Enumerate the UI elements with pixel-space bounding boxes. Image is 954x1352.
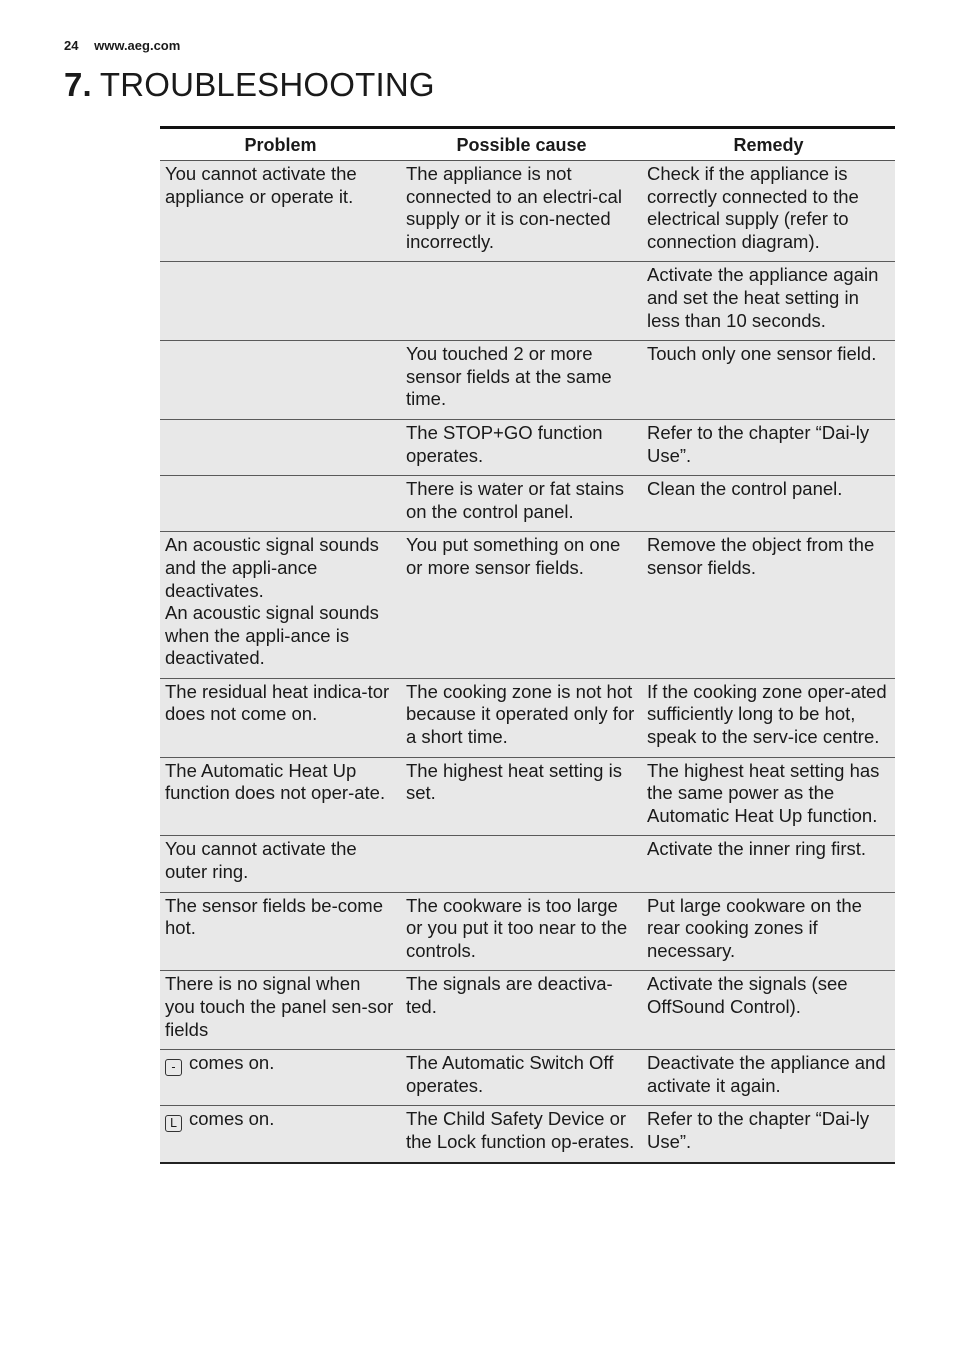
- problem-cell: The Automatic Heat Up function does not oper-ate.: [160, 757, 401, 836]
- chapter-title: TROUBLESHOOTING: [99, 66, 435, 103]
- table-row: [160, 476, 895, 532]
- remedy-cell: Activate the signals (see OffSound Control).: [642, 971, 895, 1050]
- table-row: [160, 678, 895, 757]
- table-row: [160, 836, 895, 892]
- cause-cell: The Automatic Switch Off operates.: [401, 1050, 642, 1106]
- remedy-cell: If the cooking zone oper-ated sufficiently long to be hot, speak to the serv-ice centre.: [642, 678, 895, 757]
- cause-cell: The signals are deactiva-ted.: [401, 971, 642, 1050]
- cause-cell: The highest heat setting is set.: [401, 757, 642, 836]
- remedy-cell: Remove the object from the sensor fields.: [642, 532, 895, 679]
- chapter-number: 7.: [64, 66, 92, 103]
- header-remedy: Remedy: [642, 128, 895, 161]
- problem-cell: [160, 341, 401, 420]
- page-header: [64, 38, 180, 53]
- lock-indicator-icon: L: [165, 1115, 182, 1132]
- problem-cell: You cannot activate the outer ring.: [160, 836, 401, 892]
- table-row: [160, 757, 895, 836]
- table-row: [160, 1106, 895, 1163]
- table-row: [160, 1050, 895, 1106]
- page-title: [64, 66, 435, 104]
- problem-text: comes on.: [189, 1108, 275, 1130]
- header-problem: Problem: [160, 128, 401, 161]
- remedy-cell: Refer to the chapter “Dai-ly Use”.: [642, 1106, 895, 1163]
- table-row: [160, 892, 895, 971]
- table-row: [160, 341, 895, 420]
- problem-cell: [160, 419, 401, 475]
- page-number: 24: [64, 38, 79, 53]
- cause-cell: The STOP+GO function operates.: [401, 419, 642, 475]
- problem-cell: [160, 262, 401, 341]
- problem-cell: There is no signal when you touch the panel sen-sor fields: [160, 971, 401, 1050]
- cause-cell: [401, 836, 642, 892]
- table-row: [160, 532, 895, 679]
- table-row: [160, 161, 895, 262]
- table-row: [160, 262, 895, 341]
- problem-cell: The sensor fields be-come hot.: [160, 892, 401, 971]
- cause-cell: There is water or fat stains on the control panel.: [401, 476, 642, 532]
- remedy-cell: Clean the control panel.: [642, 476, 895, 532]
- remedy-cell: Deactivate the appliance and activate it again.: [642, 1050, 895, 1106]
- auto-off-indicator-icon: -: [165, 1059, 182, 1076]
- cause-cell: The Child Safety Device or the Lock function op-erates.: [401, 1106, 642, 1163]
- remedy-cell: Refer to the chapter “Dai-ly Use”.: [642, 419, 895, 475]
- problem-cell: You cannot activate the appliance or operate it.: [160, 161, 401, 262]
- cause-cell: You put something on one or more sensor fields.: [401, 532, 642, 679]
- remedy-cell: The highest heat setting has the same power as the Automatic Heat Up function.: [642, 757, 895, 836]
- problem-cell: An acoustic signal sounds and the appli-ance deactivates. An acoustic signal sounds when the appli-ance is deactivated.: [160, 532, 401, 679]
- header-possible-cause: Possible cause: [401, 128, 642, 161]
- problem-cell: [160, 476, 401, 532]
- troubleshooting-table: [160, 126, 895, 1164]
- table-row: [160, 419, 895, 475]
- remedy-cell: Check if the appliance is correctly connected to the electrical supply (refer to connection diagram).: [642, 161, 895, 262]
- problem-cell: The residual heat indica-tor does not come on.: [160, 678, 401, 757]
- remedy-cell: Activate the appliance again and set the heat setting in less than 10 seconds.: [642, 262, 895, 341]
- remedy-cell: Activate the inner ring first.: [642, 836, 895, 892]
- cause-cell: The appliance is not connected to an electri-cal supply or it is con-nected incorrectly.: [401, 161, 642, 262]
- cause-cell: The cookware is too large or you put it too near to the controls.: [401, 892, 642, 971]
- problem-text: comes on.: [189, 1052, 275, 1074]
- table-row: [160, 971, 895, 1050]
- problem-cell: [160, 1050, 401, 1106]
- cause-cell: [401, 262, 642, 341]
- remedy-cell: Put large cookware on the rear cooking zones if necessary.: [642, 892, 895, 971]
- cause-cell: The cooking zone is not hot because it operated only for a short time.: [401, 678, 642, 757]
- website-url: www.aeg.com: [94, 38, 181, 53]
- problem-cell: [160, 1106, 401, 1163]
- cause-cell: You touched 2 or more sensor fields at the same time.: [401, 341, 642, 420]
- table-header-row: [160, 128, 895, 161]
- remedy-cell: Touch only one sensor field.: [642, 341, 895, 420]
